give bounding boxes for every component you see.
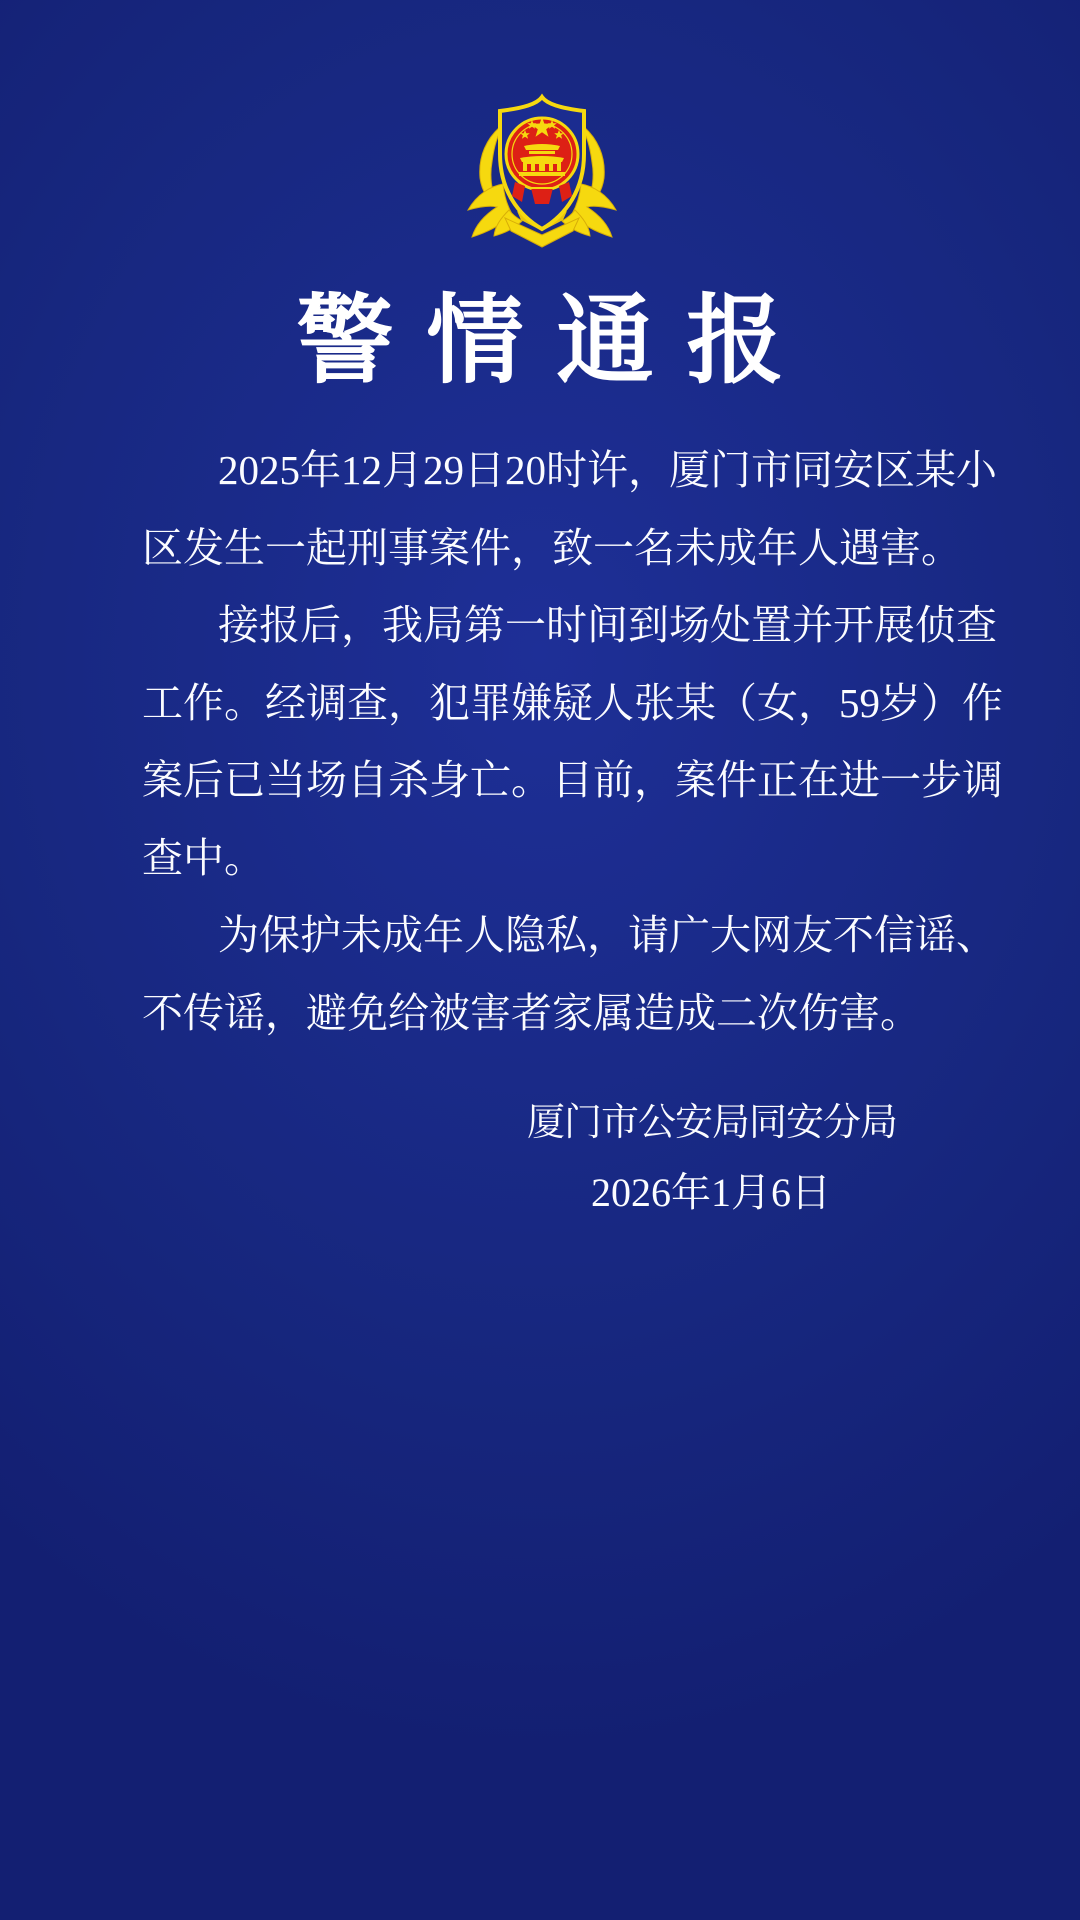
- signature-block: [527, 1088, 898, 1228]
- body-line: 2025年12月29日20时许，厦门市同安区某小: [218, 447, 997, 493]
- notice-title: 警情通报: [296, 288, 817, 395]
- badge-svg: [467, 92, 617, 252]
- notice-body: [142, 432, 1003, 1052]
- body-line: 案后已当场自杀身亡。目前，案件正在进一步调: [142, 757, 1003, 803]
- body-line: 为保护未成年人隐私，请广大网友不信谣、: [218, 912, 997, 958]
- body-line: 接报后，我局第一时间到场处置并开展侦查: [218, 602, 997, 648]
- chinese-police-badge-icon: [467, 92, 617, 252]
- body-line: 查中。: [142, 834, 265, 881]
- body-line: 不传谣，避免给被害者家属造成二次伤害。: [142, 989, 921, 1036]
- body-line: 区发生一起刑事案件，致一名未成年人遇害。: [142, 524, 962, 571]
- signature-agency: 厦门市公安局同安分局: [527, 1102, 898, 1144]
- signature-date: 2026年1月6日: [591, 1170, 831, 1215]
- body-line: 工作。经调查，犯罪嫌疑人张某（女，59岁）作: [142, 679, 1003, 726]
